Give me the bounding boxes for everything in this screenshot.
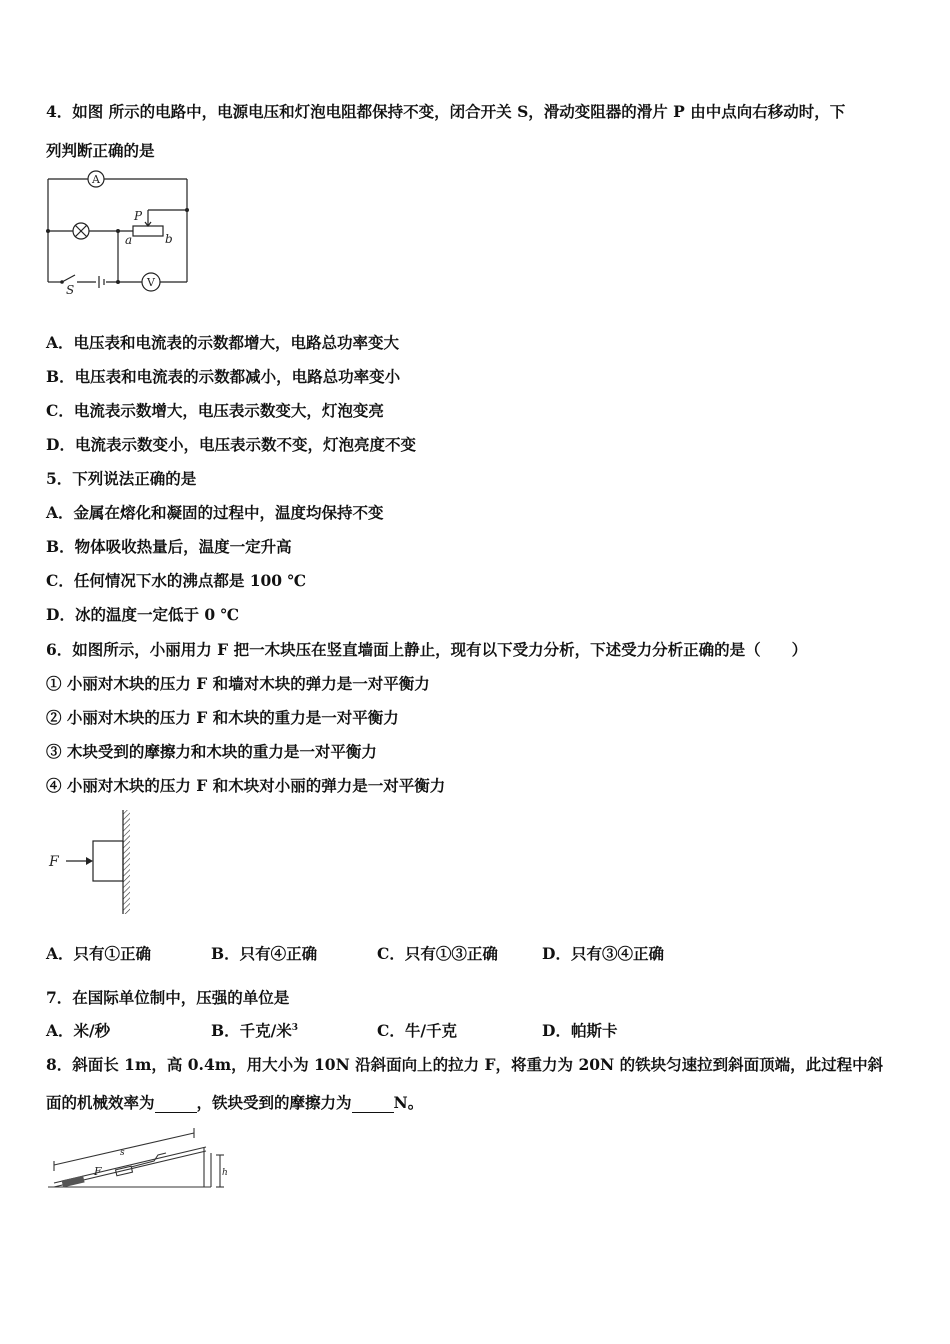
q6-option-c[interactable]: C．只有①③正确: [377, 944, 498, 963]
q4-option-d[interactable]: D．电流表示数变小，电压表示数不变，灯泡亮度不变: [46, 435, 416, 454]
q6-statement-4: ④ 小丽对木块的压力 F 和木块对小丽的弹力是一对平衡力: [46, 776, 446, 795]
svg-text:F: F: [49, 854, 59, 870]
q4-option-a[interactable]: A．电压表和电流表的示数都增大，电路总功率变大: [46, 333, 400, 352]
q7-option-d[interactable]: D．帕斯卡: [542, 1021, 618, 1040]
q6-option-d[interactable]: D．只有③④正确: [542, 944, 664, 963]
wall-block-diagram: [44, 808, 144, 916]
q7-option-a[interactable]: A．米/秒: [46, 1021, 111, 1040]
q4-stem-line1: 4．如图 所示的电路中，电源电压和灯泡电阻都保持不变，闭合开关 S，滑动变阻器的滑片 P 由中点向右移动时，下: [46, 102, 846, 121]
q6-statement-1: ① 小丽对木块的压力 F 和墙对木块的弹力是一对平衡力: [46, 674, 430, 693]
svg-text:F: F: [94, 1165, 102, 1178]
q6-option-a[interactable]: A．只有①正确: [46, 944, 152, 963]
q5-option-a[interactable]: A．金属在熔化和凝固的过程中，温度均保持不变: [46, 503, 384, 522]
svg-text:P: P: [134, 209, 143, 223]
circuit-diagram: [44, 170, 194, 295]
q5-option-c[interactable]: C．任何情况下水的沸点都是 100 ℃: [46, 571, 307, 590]
q7-stem: 7．在国际单位制中，压强的单位是: [46, 988, 290, 1007]
svg-text:S: S: [66, 283, 75, 295]
q8-blank-friction[interactable]: [352, 1098, 394, 1113]
svg-text:b: b: [165, 232, 173, 246]
q8-stem-line2: 面的机械效率为 ，铁块受到的摩擦力为 N。: [46, 1093, 424, 1112]
q8-stem-line1: 8．斜面长 1m，高 0.4m，用大小为 10N 沿斜面向上的拉力 F，将重力为 20N 的铁块匀速拉到斜面顶端，此过程中斜: [46, 1055, 884, 1074]
svg-text:s: s: [120, 1148, 125, 1158]
q8-blank-efficiency[interactable]: [155, 1098, 197, 1113]
q4-option-b[interactable]: B．电压表和电流表的示数都减小，电路总功率变小: [46, 367, 401, 386]
q4-stem-line2: 列判断正确的是: [46, 141, 155, 160]
svg-text:a: a: [125, 233, 133, 247]
q7-option-b-superscript: 3: [291, 1022, 299, 1033]
svg-text:V: V: [147, 276, 155, 289]
q6-statement-2: ② 小丽对木块的压力 F 和木块的重力是一对平衡力: [46, 708, 399, 727]
q7-option-c[interactable]: C．牛/千克: [377, 1021, 457, 1040]
svg-text:A: A: [92, 173, 100, 186]
incline-diagram: [46, 1125, 236, 1205]
q5-option-d[interactable]: D．冰的温度一定低于 0 ℃: [46, 605, 240, 624]
svg-text:h: h: [222, 1168, 228, 1178]
q5-stem: 5．下列说法正确的是: [46, 469, 197, 488]
q5-option-b[interactable]: B．物体吸收热量后，温度一定升高: [46, 537, 292, 556]
q6-option-b[interactable]: B．只有④正确: [211, 944, 318, 963]
q6-statement-3: ③ 木块受到的摩擦力和木块的重力是一对平衡力: [46, 742, 377, 761]
q6-stem: 6．如图所示，小丽用力 F 把一木块压在竖直墙面上静止，现有以下受力分析，下述受力分析正确的是（ ）: [46, 640, 808, 659]
q7-option-b[interactable]: B．千克/米$^3$: [211, 1021, 299, 1040]
q4-option-c[interactable]: C．电流表示数增大，电压表示数变大，灯泡变亮: [46, 401, 384, 420]
